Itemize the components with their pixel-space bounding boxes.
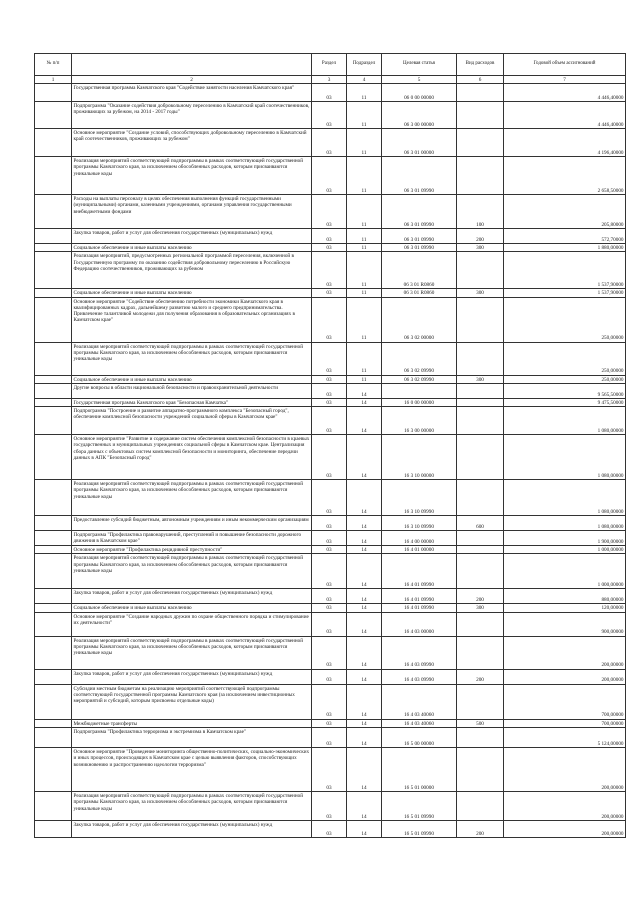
row-number	[35, 289, 72, 297]
column-number: 6	[457, 76, 504, 84]
row-number	[35, 821, 72, 838]
row-amount: 205,80000	[504, 195, 626, 229]
row-section: 03	[312, 342, 347, 375]
row-target: 16 3 10 09990	[382, 480, 457, 516]
row-section: 03	[312, 684, 347, 719]
row-subsection: 11	[347, 229, 382, 244]
row-expense-type: 300	[457, 244, 504, 252]
row-name: Закупка товаров, работ и услуг для обеспечения государственных (муниципальных) нужд	[72, 229, 312, 244]
row-expense-type	[457, 531, 504, 546]
row-subsection: 14	[347, 554, 382, 589]
row-section: 03	[312, 297, 347, 342]
row-expense-type	[457, 612, 504, 636]
table-row	[35, 636, 626, 669]
row-amount: 2 658,50000	[504, 157, 626, 195]
row-expense-type	[457, 157, 504, 195]
row-expense-type	[457, 480, 504, 516]
row-number	[35, 589, 72, 604]
row-amount: 9 565,50000	[504, 383, 626, 398]
row-name: Реализация мероприятий соответствующей подпрограммы в рамках соответствующей государственной программы Камчатского края, за исключением обособленных расходов, которым присваиваются уникальные коды	[72, 157, 312, 195]
row-name: Реализация мероприятий соответствующей подпрограммы в рамках соответствующей государственной программы Камчатского края, за исключением обособленных расходов, которым присваиваются уникальные коды	[72, 792, 312, 821]
row-target	[382, 383, 457, 398]
row-subsection: 14	[347, 728, 382, 748]
table-row	[35, 821, 626, 838]
table-row	[35, 669, 626, 684]
row-amount: 4 196,40000	[504, 129, 626, 157]
row-name: Расходы на выплаты персоналу в целях обеспечения выполнения функций государственными (муниципальными) органами, казенными учреждениями, органами управления государственными внебюджетными фондами	[72, 195, 312, 229]
row-amount: 200,00000	[504, 821, 626, 838]
row-subsection: 14	[347, 684, 382, 719]
row-name: Реализация мероприятий, предусмотренных региональной программой переселения, включенной в Государственную программу по оказанию содействия добровольному переселению в Российскую Федерацию соотечественников, проживающих за рубежом	[72, 252, 312, 289]
column-number: 3	[312, 76, 347, 84]
row-name: Основное мероприятие "Развитие и содержание систем обеспечения комплексной безопасности в краевых государственных и муниципальных учреждениях социальной сферы в Камчатском крае. Централизация сбора данных с объектовых систем комплексной безопасности и мониторинга, обеспечение передачи данных в АПК "Безопасный город"	[72, 435, 312, 480]
row-target: 06 3 02 00000	[382, 297, 457, 342]
row-amount: 1 537,90000	[504, 289, 626, 297]
row-section: 03	[312, 375, 347, 383]
row-target: 16 4 03 40060	[382, 684, 457, 719]
row-target: 16 0 00 00000	[382, 398, 457, 406]
row-section: 03	[312, 554, 347, 589]
row-subsection: 14	[347, 748, 382, 792]
table-header-row	[35, 54, 626, 76]
column-numbers-row	[35, 76, 626, 84]
row-number	[35, 604, 72, 612]
header-num: № п/п	[35, 54, 72, 76]
row-target: 06 3 01 09990	[382, 229, 457, 244]
row-section: 03	[312, 669, 347, 684]
row-subsection: 11	[347, 157, 382, 195]
row-subsection: 11	[347, 297, 382, 342]
row-number	[35, 531, 72, 546]
row-name: Подпрограмма "Построение и развитие аппаратно-программного комплекса "Безопасный город", обеспечение комплексной безопасности учреждений социальной сферы в Камчатском крае"	[72, 407, 312, 435]
row-subsection: 14	[347, 612, 382, 636]
row-section: 03	[312, 604, 347, 612]
table-row	[35, 297, 626, 342]
row-expense-type: 500	[457, 719, 504, 727]
table-row	[35, 728, 626, 748]
row-amount: 250,00000	[504, 342, 626, 375]
row-section: 03	[312, 516, 347, 531]
row-target: 06 3 01 09990	[382, 195, 457, 229]
row-number	[35, 407, 72, 435]
row-subsection: 14	[347, 669, 382, 684]
row-number	[35, 516, 72, 531]
row-amount: 900,00000	[504, 612, 626, 636]
column-number: 5	[382, 76, 457, 84]
row-name: Закупка товаров, работ и услуг для обеспечения государственных (муниципальных) нужд	[72, 669, 312, 684]
row-amount: 4 446,40000	[504, 84, 626, 102]
row-name: Социальное обеспечение и иные выплаты населению	[72, 244, 312, 252]
table-row	[35, 375, 626, 383]
row-target: 16 5 01 09990	[382, 821, 457, 838]
row-number	[35, 546, 72, 554]
table-row	[35, 252, 626, 289]
row-amount: 1 900,00000	[504, 531, 626, 546]
row-target: 16 3 10 09990	[382, 516, 457, 531]
row-name: Социальное обеспечение и иные выплаты населению	[72, 289, 312, 297]
row-target: 06 3 01 09990	[382, 244, 457, 252]
table-row	[35, 84, 626, 102]
table-row	[35, 229, 626, 244]
row-amount: 200,00000	[504, 792, 626, 821]
row-amount: 1 537,90000	[504, 252, 626, 289]
row-amount: 1 880,00000	[504, 244, 626, 252]
row-section: 03	[312, 435, 347, 480]
row-amount: 700,00000	[504, 719, 626, 727]
row-number	[35, 157, 72, 195]
row-subsection: 11	[347, 342, 382, 375]
row-number	[35, 129, 72, 157]
table-row	[35, 589, 626, 604]
row-section: 03	[312, 244, 347, 252]
row-expense-type	[457, 342, 504, 375]
row-expense-type	[457, 435, 504, 480]
row-number	[35, 435, 72, 480]
row-subsection: 11	[347, 252, 382, 289]
row-name: Подпрограмма "Профилактика правонарушений, преступлений и повышение безопасности дорожного движения в Камчатском крае"	[72, 531, 312, 546]
budget-table-page	[34, 53, 625, 838]
row-subsection: 14	[347, 546, 382, 554]
row-subsection: 11	[347, 195, 382, 229]
row-amount: 572,70000	[504, 229, 626, 244]
row-number	[35, 252, 72, 289]
row-target: 06 3 00 00000	[382, 102, 457, 129]
row-expense-type: 200	[457, 589, 504, 604]
row-subsection: 14	[347, 435, 382, 480]
row-name: Государственная программа Камчатского края "Безопасная Камчатка"	[72, 398, 312, 406]
row-subsection: 14	[347, 821, 382, 838]
row-name: Социальное обеспечение и иные выплаты населению	[72, 604, 312, 612]
row-expense-type	[457, 728, 504, 748]
row-subsection: 14	[347, 407, 382, 435]
row-name: Социальное обеспечение и иные выплаты населению	[72, 375, 312, 383]
row-subsection: 14	[347, 398, 382, 406]
table-row	[35, 612, 626, 636]
row-amount: 250,00000	[504, 375, 626, 383]
row-number	[35, 195, 72, 229]
row-section: 03	[312, 719, 347, 727]
row-expense-type	[457, 636, 504, 669]
header-target: Целевая статья	[382, 54, 457, 76]
row-number	[35, 398, 72, 406]
row-name: Основное мероприятие "Создание условий, способствующих добровольному переселению в Камчатский край соотечественников, проживающих за рубежом"	[72, 129, 312, 157]
budget-table	[34, 53, 626, 838]
row-expense-type	[457, 252, 504, 289]
row-number	[35, 636, 72, 669]
row-number	[35, 297, 72, 342]
row-amount: 1 080,00000	[504, 407, 626, 435]
row-number	[35, 375, 72, 383]
row-section: 03	[312, 383, 347, 398]
row-amount: 200,00000	[504, 636, 626, 669]
row-section: 03	[312, 252, 347, 289]
row-amount: 120,00000	[504, 604, 626, 612]
row-expense-type: 300	[457, 289, 504, 297]
row-target: 16 4 01 09990	[382, 554, 457, 589]
row-number	[35, 554, 72, 589]
row-amount: 5 124,00000	[504, 728, 626, 748]
row-amount: 1 000,00000	[504, 554, 626, 589]
row-name: Реализация мероприятий соответствующей подпрограммы в рамках соответствующей государственной программы Камчатского края, за исключением обособленных расходов, которым присваиваются уникальные коды	[72, 480, 312, 516]
row-section: 03	[312, 129, 347, 157]
row-expense-type	[457, 297, 504, 342]
row-section: 03	[312, 636, 347, 669]
row-section: 03	[312, 531, 347, 546]
row-amount: 200,00000	[504, 669, 626, 684]
row-number	[35, 480, 72, 516]
column-number: 4	[347, 76, 382, 84]
table-row	[35, 398, 626, 406]
row-number	[35, 669, 72, 684]
row-expense-type: 300	[457, 604, 504, 612]
row-amount: 1 000,00000	[504, 546, 626, 554]
row-target: 06 3 02 09990	[382, 342, 457, 375]
row-subsection: 11	[347, 129, 382, 157]
row-subsection: 11	[347, 102, 382, 129]
column-number: 7	[504, 76, 626, 84]
row-section: 03	[312, 84, 347, 102]
row-name: Закупка товаров, работ и услуг для обеспечения государственных (муниципальных) нужд	[72, 821, 312, 838]
row-subsection: 11	[347, 84, 382, 102]
table-row	[35, 102, 626, 129]
row-amount: 250,00000	[504, 297, 626, 342]
row-expense-type	[457, 792, 504, 821]
row-number	[35, 719, 72, 727]
row-name: Межбюджетные трансферты	[72, 719, 312, 727]
row-section: 03	[312, 728, 347, 748]
header-name	[72, 54, 312, 76]
table-row	[35, 516, 626, 531]
row-subsection: 14	[347, 531, 382, 546]
row-expense-type	[457, 684, 504, 719]
row-section: 03	[312, 102, 347, 129]
row-section: 03	[312, 748, 347, 792]
row-expense-type: 200	[457, 229, 504, 244]
row-expense-type: 200	[457, 669, 504, 684]
row-name: Основное мероприятие "Профилактика рецидивной преступности"	[72, 546, 312, 554]
table-row	[35, 546, 626, 554]
row-target: 16 4 01 09990	[382, 604, 457, 612]
row-number	[35, 342, 72, 375]
row-number	[35, 102, 72, 129]
row-number	[35, 229, 72, 244]
header-amount: Годовой объем ассигнований	[504, 54, 626, 76]
row-amount: 200,00000	[504, 748, 626, 792]
row-number	[35, 728, 72, 748]
row-target: 06 3 01 R0860	[382, 289, 457, 297]
table-row	[35, 684, 626, 719]
row-name: Реализация мероприятий соответствующей подпрограммы в рамках соответствующей государственной программы Камчатского края, за исключением обособленных расходов, которым присваиваются уникальные коды	[72, 636, 312, 669]
row-target: 16 4 03 00000	[382, 612, 457, 636]
row-expense-type	[457, 398, 504, 406]
table-row	[35, 157, 626, 195]
row-amount: 880,00000	[504, 589, 626, 604]
row-section: 03	[312, 821, 347, 838]
row-expense-type	[457, 748, 504, 792]
row-expense-type	[457, 407, 504, 435]
row-name: Основное мероприятие "Содействие обеспечению потребности экономики Камчатского края в квалифицированных кадрах, дальнейшему развитию малого и среднего предпринимательства. Привлечение талантливой молодежи для получения образования в образовательных организациях в Камчатском крае"	[72, 297, 312, 342]
row-section: 03	[312, 229, 347, 244]
header-expense-type: Вид расходов	[457, 54, 504, 76]
row-expense-type	[457, 102, 504, 129]
row-target: 16 4 03 40060	[382, 719, 457, 727]
row-expense-type	[457, 554, 504, 589]
row-target: 16 4 03 09990	[382, 636, 457, 669]
table-row	[35, 129, 626, 157]
table-row	[35, 383, 626, 398]
row-name: Другие вопросы в области национальной безопасности и правоохранительной деятельности	[72, 383, 312, 398]
row-number	[35, 383, 72, 398]
row-section: 03	[312, 289, 347, 297]
table-row	[35, 719, 626, 727]
table-row	[35, 748, 626, 792]
row-number	[35, 244, 72, 252]
table-row	[35, 244, 626, 252]
row-amount: 1 080,00000	[504, 516, 626, 531]
table-row	[35, 554, 626, 589]
row-name: Закупка товаров, работ и услуг для обеспечения государственных (муниципальных) нужд	[72, 589, 312, 604]
column-number: 1	[35, 76, 72, 84]
table-row	[35, 435, 626, 480]
row-amount: 4 446,40000	[504, 102, 626, 129]
table-row	[35, 289, 626, 297]
row-name: Основное мероприятие "Создание народных дружин по охране общественного порядка и стимулирование их деятельности"	[72, 612, 312, 636]
row-name: Субсидии местным бюджетам на реализацию мероприятий соответствующей подпрограммы соответствующей государственной программы Камчатского края (за исключением инвестиционных мероприятий и субсидий, которым присвоены отдельные коды)	[72, 684, 312, 719]
row-section: 03	[312, 546, 347, 554]
row-target: 06 0 00 00000	[382, 84, 457, 102]
row-name: Реализация мероприятий соответствующей подпрограммы в рамках соответствующей государственной программы Камчатского края, за исключением обособленных расходов, которым присваиваются уникальные коды	[72, 342, 312, 375]
row-section: 03	[312, 157, 347, 195]
row-target: 16 4 03 09990	[382, 669, 457, 684]
row-target: 16 3 10 00000	[382, 435, 457, 480]
row-section: 03	[312, 398, 347, 406]
row-target: 06 3 01 09990	[382, 157, 457, 195]
row-target: 16 3 00 00000	[382, 407, 457, 435]
row-name: Основное мероприятие "Проведение мониторинга общественно-политических, социально-экономических и иных процессов, происходящих в Камчатском крае с целью выявления факторов, способствующих возникновению и распространению идеологии терроризма"	[72, 748, 312, 792]
row-amount: 700,00000	[504, 684, 626, 719]
row-name: Подпрограмма "Оказание содействия добровольному переселению в Камчатский край соотечественников, проживающих за рубежом, на 2014 - 2017 годы"	[72, 102, 312, 129]
table-row	[35, 531, 626, 546]
row-target: 06 3 01 00000	[382, 129, 457, 157]
row-number	[35, 792, 72, 821]
row-expense-type: 600	[457, 516, 504, 531]
row-target: 16 4 01 09990	[382, 589, 457, 604]
row-section: 03	[312, 407, 347, 435]
row-subsection: 14	[347, 516, 382, 531]
row-target: 16 5 01 09990	[382, 792, 457, 821]
row-name: Реализация мероприятий соответствующей подпрограммы в рамках соответствующей государственной программы Камчатского края, за исключением обособленных расходов, которым присваиваются уникальные коды	[72, 554, 312, 589]
row-expense-type: 200	[457, 821, 504, 838]
row-expense-type	[457, 129, 504, 157]
row-section: 03	[312, 589, 347, 604]
row-section: 03	[312, 195, 347, 229]
row-subsection: 11	[347, 375, 382, 383]
row-subsection: 14	[347, 636, 382, 669]
row-target: 16 5 00 00000	[382, 728, 457, 748]
row-target: 16 4 01 00000	[382, 546, 457, 554]
header-section: Раздел	[312, 54, 347, 76]
row-expense-type	[457, 383, 504, 398]
row-expense-type: 100	[457, 195, 504, 229]
table-row	[35, 604, 626, 612]
row-number	[35, 612, 72, 636]
row-subsection: 14	[347, 792, 382, 821]
header-subsection: Подраздел	[347, 54, 382, 76]
row-expense-type	[457, 546, 504, 554]
row-number	[35, 684, 72, 719]
row-subsection: 14	[347, 604, 382, 612]
row-section: 03	[312, 480, 347, 516]
table-row	[35, 342, 626, 375]
row-amount: 9 475,50000	[504, 398, 626, 406]
row-target: 16 5 01 00000	[382, 748, 457, 792]
row-section: 03	[312, 612, 347, 636]
row-subsection: 11	[347, 289, 382, 297]
row-expense-type: 300	[457, 375, 504, 383]
row-name: Подпрограмма "Профилактика терроризма и экстремизма в Камчатском крае"	[72, 728, 312, 748]
row-number	[35, 84, 72, 102]
row-subsection: 14	[347, 719, 382, 727]
row-section: 03	[312, 792, 347, 821]
table-row	[35, 195, 626, 229]
table-row	[35, 792, 626, 821]
row-target: 16 4 00 00000	[382, 531, 457, 546]
table-row	[35, 407, 626, 435]
row-target: 06 3 01 R0860	[382, 252, 457, 289]
row-expense-type	[457, 84, 504, 102]
row-subsection: 11	[347, 244, 382, 252]
row-subsection: 14	[347, 589, 382, 604]
row-target: 06 3 02 09990	[382, 375, 457, 383]
table-row	[35, 480, 626, 516]
row-subsection: 14	[347, 480, 382, 516]
row-name: Государственная программа Камчатского края "Содействие занятости населения Камчатского края"	[72, 84, 312, 102]
row-number	[35, 748, 72, 792]
row-amount: 1 080,00000	[504, 435, 626, 480]
row-amount: 1 080,00000	[504, 480, 626, 516]
column-number: 2	[72, 76, 312, 84]
row-name: Предоставление субсидий бюджетным, автономным учреждениям и иным некоммерческим организациям	[72, 516, 312, 531]
row-subsection: 14	[347, 383, 382, 398]
